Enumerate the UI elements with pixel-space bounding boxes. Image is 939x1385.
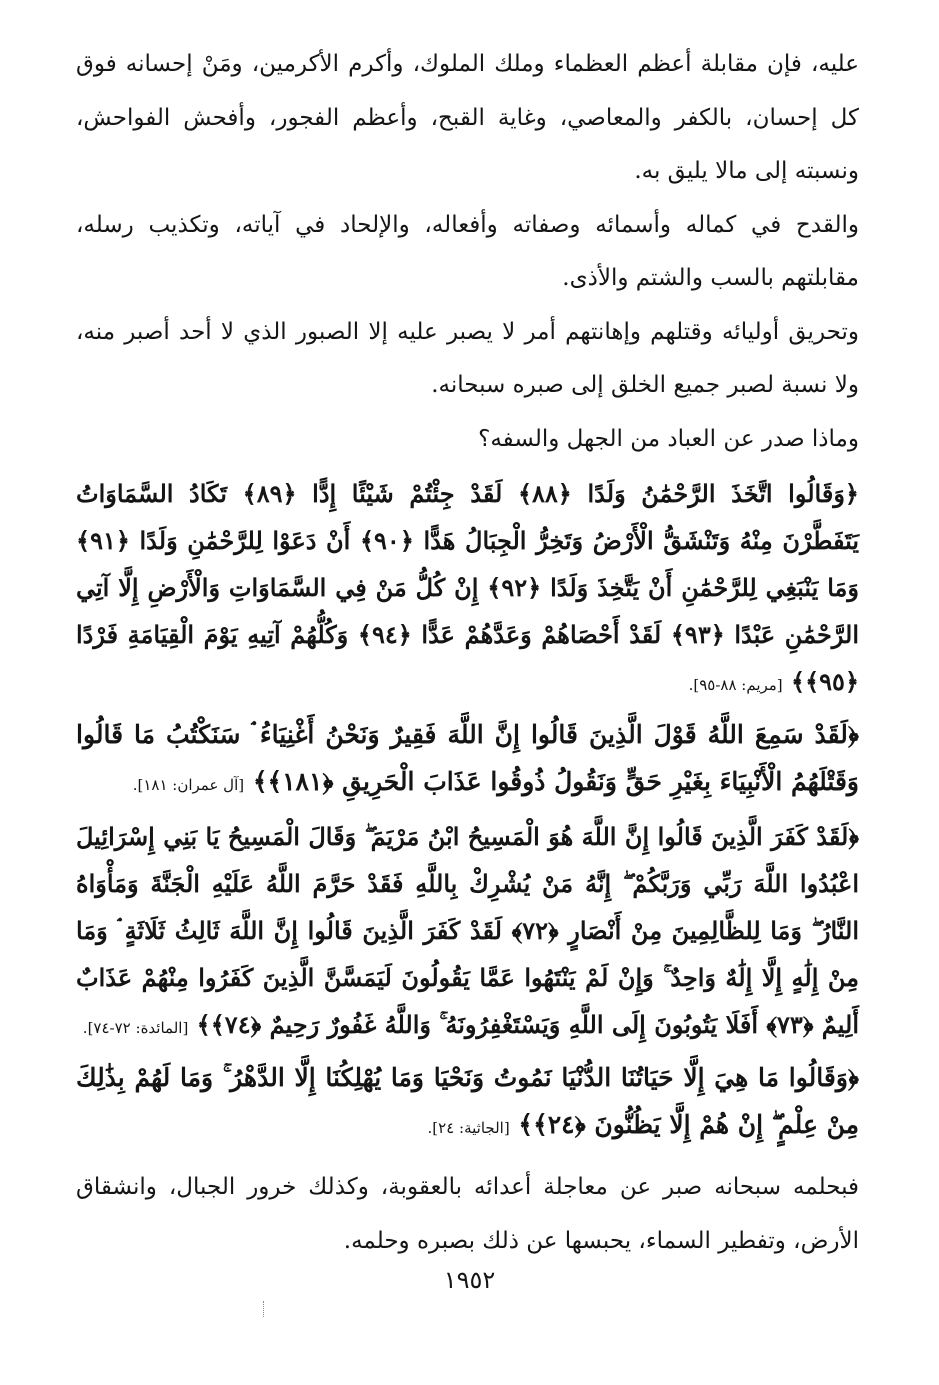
verse-reference: [الجاثية: ٢٤]. (427, 1119, 510, 1137)
paragraph: فبحلمه سبحانه صبر عن معاجلة أعدائه بالعقوبة، وكذلك خرور الجبال، وانشقاق الأرض، وتفطير السماء، يحبسها عن ذلك بصبره وحلمه. (76, 1174, 859, 1254)
page-number: ١٩٥٢ (443, 1266, 496, 1294)
paragraph: عليه، فإن مقابلة أعظم العظماء وملك الملوك، وأكرم الأكرمين، ومَنْ إحسانه فوق كل إحسان، بالكفر والمعاصي، وغاية القبح، وأعظم الفجور، وأفحش الفواحش، ونسبته إلى مالا يليق به. (76, 51, 859, 184)
verse-reference: [المائدة: ٧٢-٧٤]. (82, 1019, 189, 1037)
verse-text: ﴿وَقَالُوا مَا هِيَ إِلَّا حَيَاتُنَا الدُّنْيَا نَمُوتُ وَنَحْيَا وَمَا يُهْلِكُنَا إِلَّا الدَّهْرُ ۚ وَمَا لَهُمْ بِذَٰلِكَ مِنْ عِلْمٍ ۖ إِنْ هُمْ إِلَّا يَظُنُّونَ ﴿٢٤﴾﴾ (76, 1063, 859, 1139)
intro-text (76, 38, 859, 466)
closing-text (76, 1160, 859, 1268)
verse-block-al-jathiyah (76, 1054, 859, 1152)
verse-reference: [مريم: ٨٨-٩٥]. (688, 676, 783, 694)
verse-text: ﴿لَقَدْ كَفَرَ الَّذِينَ قَالُوا إِنَّ اللَّهَ هُوَ الْمَسِيحُ ابْنُ مَرْيَمَ ۖ وَقَالَ الْمَسِيحُ يَا بَنِي إِسْرَائِيلَ اعْبُدُوا اللَّهَ رَبِّي وَرَبَّكُمْ ۖ إِنَّهُ مَنْ يُشْرِكْ بِاللَّهِ فَقَدْ حَرَّمَ اللَّهُ عَلَيْهِ الْجَنَّةَ وَمَأْوَاهُ النَّارُ ۖ وَمَا لِلظَّالِمِينَ مِنْ أَنْصَارٍ ﴿٧٢﴾ لَقَدْ كَفَرَ الَّذِينَ قَالُوا إِنَّ اللَّهَ ثَالِثُ ثَلَاثَةٍ ۘ وَمَا مِنْ إِلَٰهٍ إِلَّا إِلَٰهٌ وَاحِدٌ ۚ وَإِنْ لَمْ يَنْتَهُوا عَمَّا يَقُولُونَ لَيَمَسَّنَّ الَّذِينَ كَفَرُوا مِنْهُمْ عَذَابٌ أَلِيمٌ ﴿٧٣﴾ أَفَلَا يَتُوبُونَ إِلَى اللَّهِ وَيَسْتَغْفِرُونَهُ ۚ وَاللَّهُ غَفُورٌ رَحِيمٌ ﴿٧٤﴾﴾ (76, 822, 859, 1039)
verse-block-al-maidah (76, 813, 859, 1052)
verse-text: ﴿وَقَالُوا اتَّخَذَ الرَّحْمَٰنُ وَلَدًا ﴿٨٨﴾ لَقَدْ جِئْتُمْ شَيْئًا إِدًّا ﴿٨٩﴾ تَكَادُ السَّمَاوَاتُ يَتَفَطَّرْنَ مِنْهُ وَتَنْشَقُّ الْأَرْضُ وَتَخِرُّ الْجِبَالُ هَدًّا ﴿٩٠﴾ أَنْ دَعَوْا لِلرَّحْمَٰنِ وَلَدًا ﴿٩١﴾ وَمَا يَنْبَغِي لِلرَّحْمَٰنِ أَنْ يَتَّخِذَ وَلَدًا ﴿٩٢﴾ إِنْ كُلُّ مَنْ فِي السَّمَاوَاتِ وَالْأَرْضِ إِلَّا آتِي الرَّحْمَٰنِ عَبْدًا ﴿٩٣﴾ لَقَدْ أَحْصَاهُمْ وَعَدَّهُمْ عَدًّا ﴿٩٤﴾ وَكُلُّهُمْ آتِيهِ يَوْمَ الْقِيَامَةِ فَرْدًا ﴿٩٥﴾﴾ (76, 479, 860, 696)
scan-mark (263, 1301, 267, 1317)
verse-block-maryam (76, 470, 859, 709)
paragraph: وتحريق أوليائه وقتلهم وإهانتهم أمر لا يصبر عليه إلا الصبور الذي لا أحد أصبر منه، ولا نسبة لصبر جميع الخلق إلى صبره سبحانه. (76, 318, 859, 398)
question-line: وماذا صدر عن العباد من الجهل والسفه؟ (478, 425, 859, 452)
paragraph: والقدح في كماله وأسمائه وصفاته وأفعاله، والإلحاد في آياته، وتكذيب رسله، مقابلتهم بالسب والشتم والأذى. (76, 211, 859, 291)
verse-reference: [آل عمران: ١٨١]. (132, 776, 245, 794)
verse-block-al-imran (76, 711, 859, 809)
quran-quotations (76, 470, 859, 1152)
verse-text: ﴿لَقَدْ سَمِعَ اللَّهُ قَوْلَ الَّذِينَ قَالُوا إِنَّ اللَّهَ فَقِيرٌ وَنَحْنُ أَغْنِيَاءُ ۘ سَنَكْتُبُ مَا قَالُوا وَقَتْلَهُمُ الْأَنْبِيَاءَ بِغَيْرِ حَقٍّ وَنَقُولُ ذُوقُوا عَذَابَ الْحَرِيقِ ﴿١٨١﴾﴾ (76, 720, 859, 796)
